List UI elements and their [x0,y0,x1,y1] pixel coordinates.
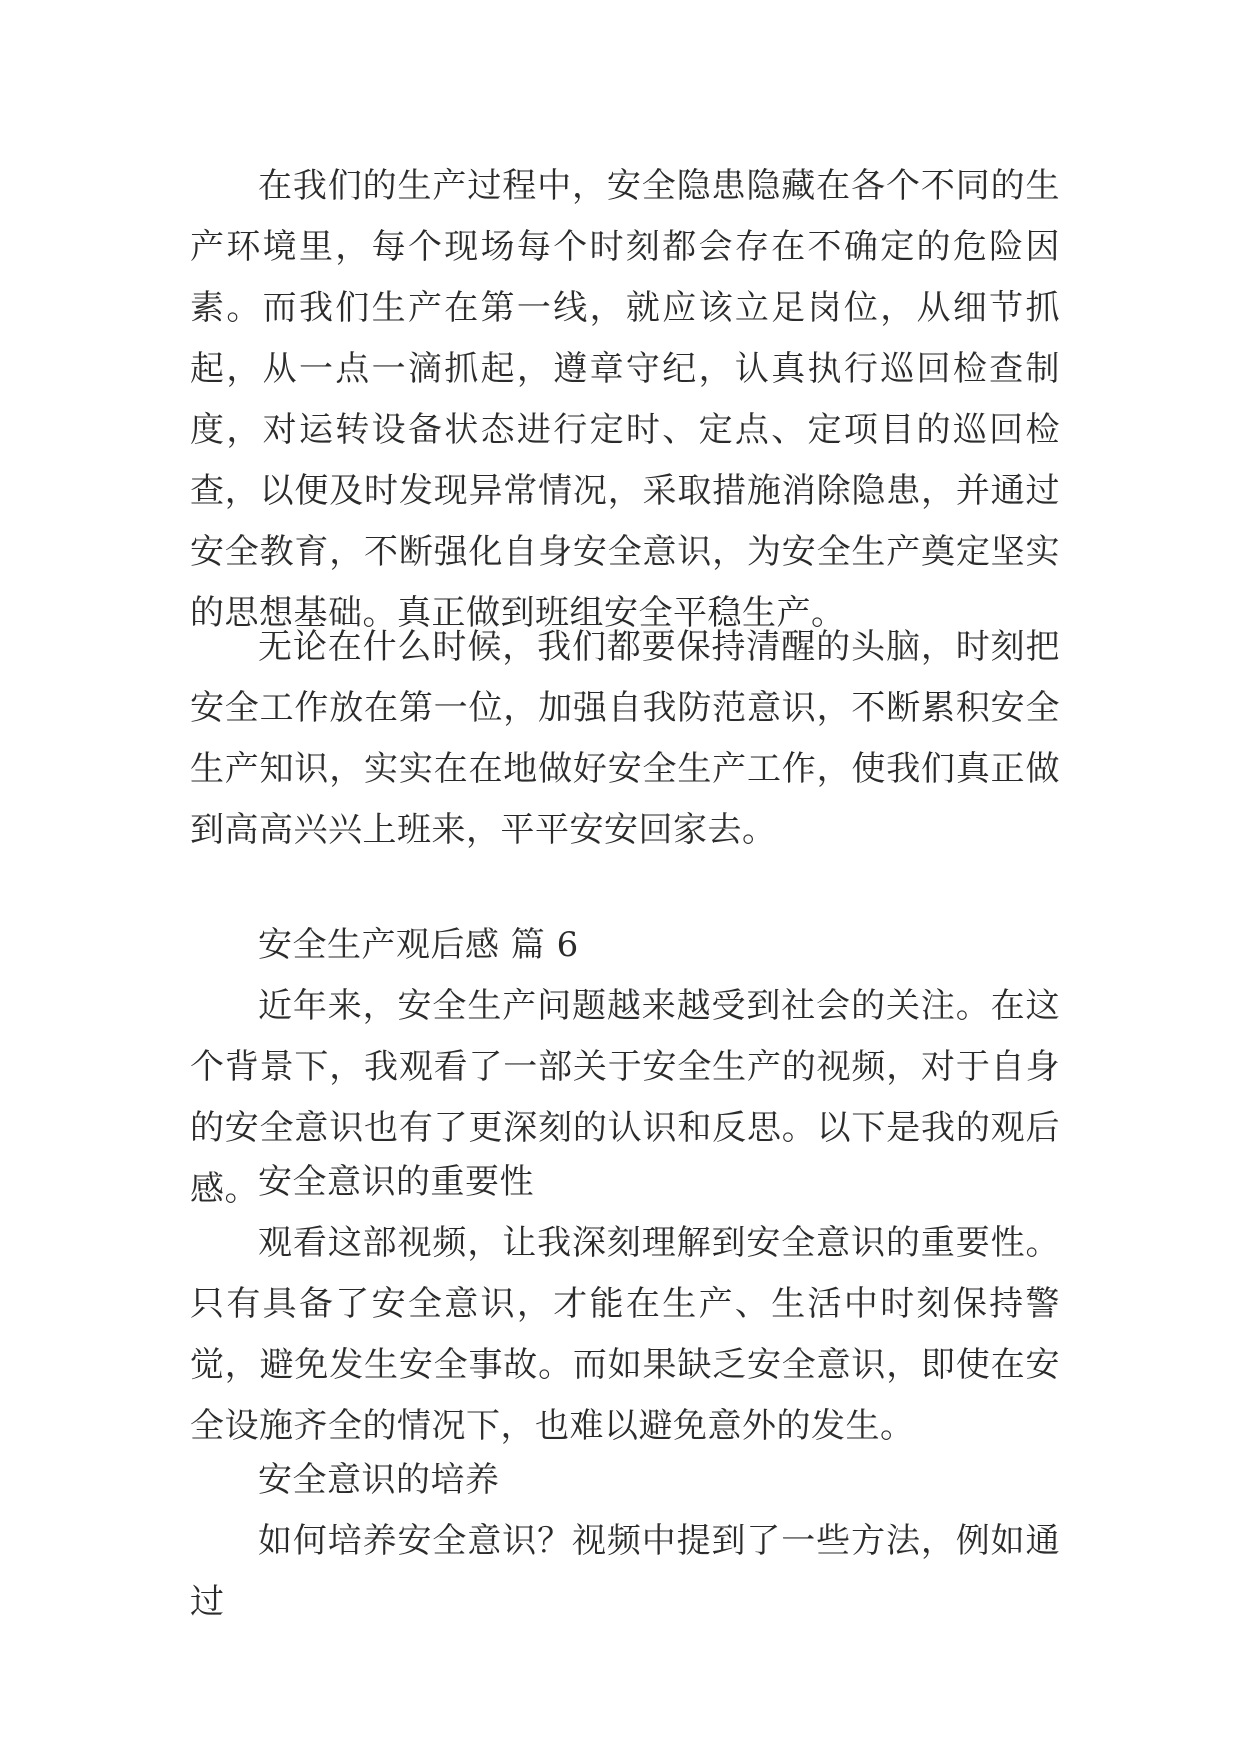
body-paragraph: 无论在什么时候，我们都要保持清醒的头脑，时刻把安全工作放在第一位，加强自我防范意识，不断累积安全生产知识，实实在在地做好安全生产工作，使我们真正做到高高兴兴上班来，平平安安回家去。 [190,627,1060,850]
subheading: 安全意识的培养 [258,1460,500,1500]
body-paragraph: 如何培养安全意识？视频中提到了一些方法，例如通过 [190,1521,1060,1622]
body-paragraph: 在我们的生产过程中，安全隐患隐藏在各个不同的生产环境里，每个现场每个时刻都会存在不确定的危险因素。而我们生产在第一线，就应该立足岗位，从细节抓起，从一点一滴抓起，遵章守纪，认真执行巡回检查制度，对运转设备状态进行定时、定点、定项目的巡回检查，以便及时发现异常情况，采取措施消除隐患，并通过安全教育，不断强化自身安全意识，为安全生产奠定坚实的思想基础。真正做到班组安全平稳生产。 [190,166,1060,633]
section-title: 安全生产观后感 篇 6 [258,925,579,965]
body-paragraph: 近年来，安全生产问题越来越受到社会的关注。在这个背景下，我观看了一部关于安全生产的视频，对于自身的安全意识也有了更深刻的认识和反思。以下是我的观后感。 [190,986,1060,1209]
body-paragraph: 观看这部视频，让我深刻理解到安全意识的重要性。只有具备了安全意识，才能在生产、生活中时刻保持警觉，避免发生安全事故。而如果缺乏安全意识，即使在安全设施齐全的情况下，也难以避免意外的发生。 [190,1223,1060,1446]
subheading: 安全意识的重要性 [258,1162,534,1202]
